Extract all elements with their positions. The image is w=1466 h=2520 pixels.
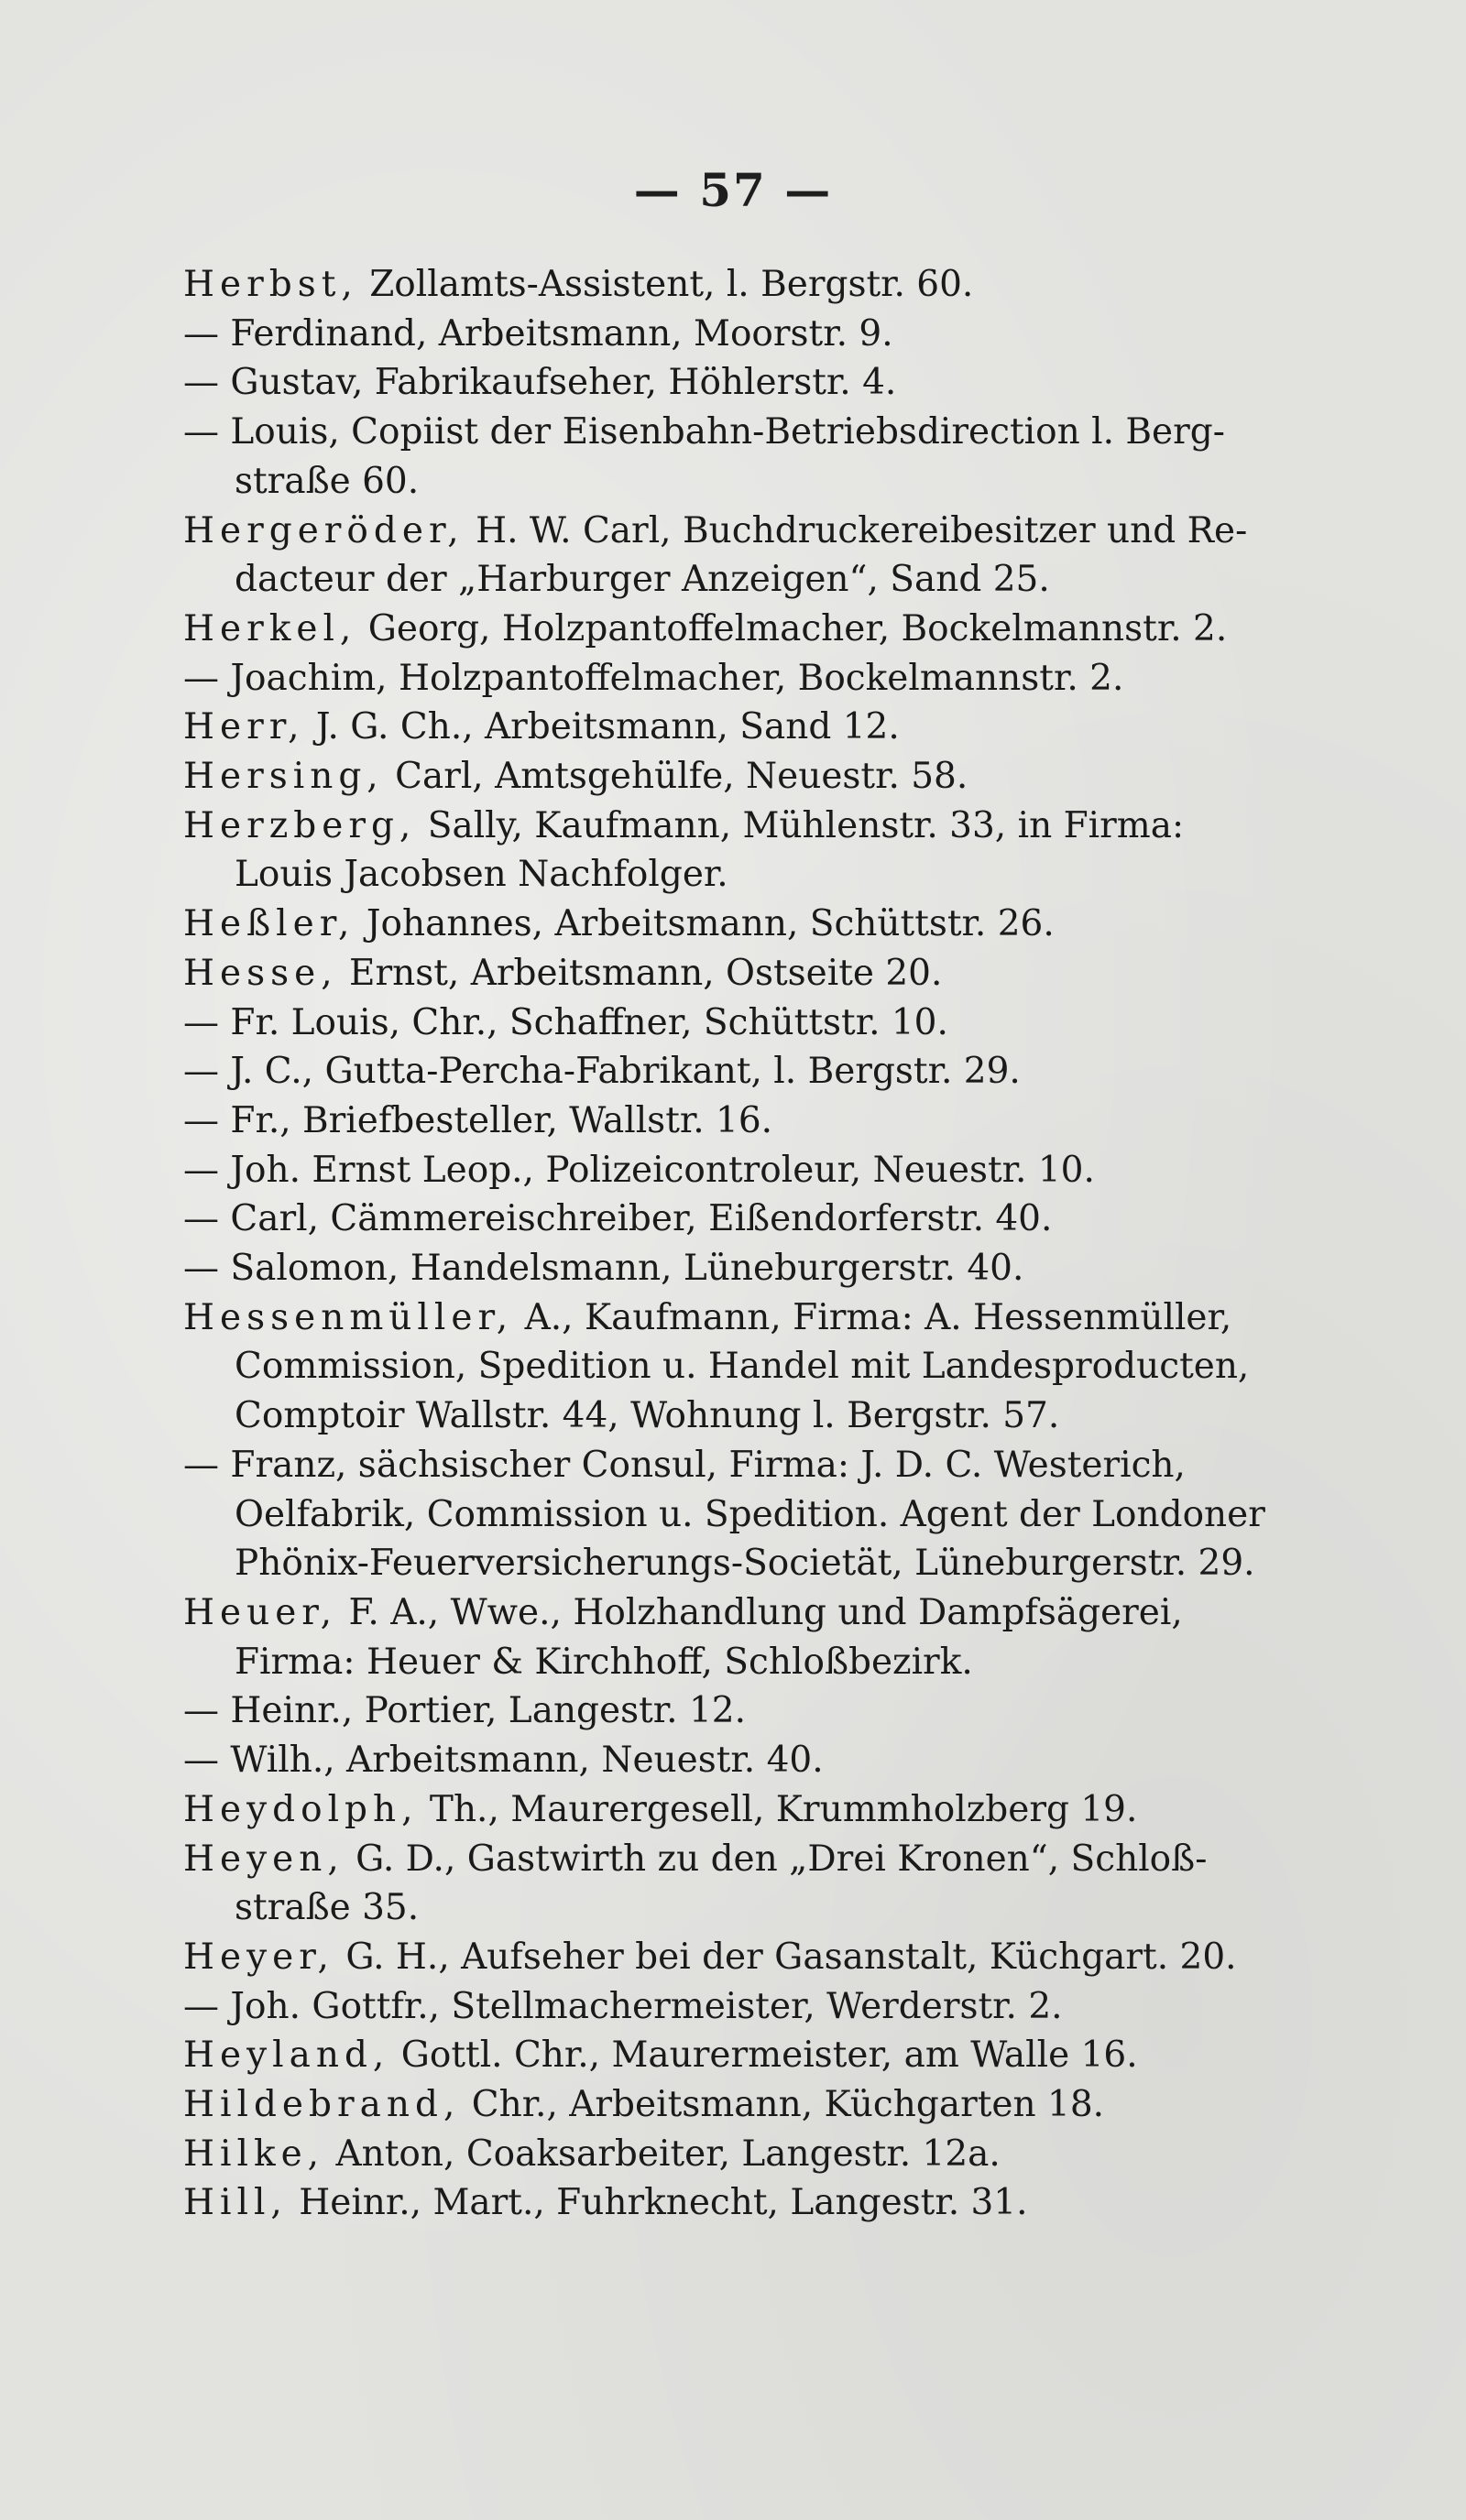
entry-surname: Herkel, xyxy=(183,607,357,649)
page-number: — 57 — xyxy=(633,163,833,217)
entry-continuation-line xyxy=(183,555,1374,605)
directory-entry xyxy=(183,2130,1374,2179)
directory-entry xyxy=(183,2080,1374,2130)
entry-text: Th., Maurergesell, Krummholzberg 19. xyxy=(418,1788,1138,1830)
entry-text: F. A., Wwe., Holzhandlung und Dampfsägerei, xyxy=(337,1591,1183,1633)
entry-continuation-line xyxy=(183,1883,1374,1933)
entry-text: J. G. Ch., Arbeitsmann, Sand 12. xyxy=(304,706,900,748)
entry-text: Carl, Amtsgehülfe, Neuestr. 58. xyxy=(383,756,968,798)
entry-text: Salomon, Handelsmann, Lüneburgerstr. 40. xyxy=(219,1248,1024,1290)
entry-surname: Hill, xyxy=(183,2182,288,2224)
entry-surname: Hilke, xyxy=(183,2133,325,2175)
entry-surname: Herbst, xyxy=(183,264,358,305)
entry-surname: Heßler, xyxy=(183,903,356,945)
entry-text: Joh. Gottfr., Stellmachermeister, Werderstr. 2. xyxy=(219,1985,1063,2027)
directory-entries xyxy=(183,260,1374,2228)
entry-text: Firma: Heuer & Kirchhoff, Schloßbezirk. xyxy=(235,1641,973,1683)
entry-surname: Heyer, xyxy=(183,1936,334,1978)
directory-entry xyxy=(183,703,1374,752)
directory-entry xyxy=(183,358,1374,408)
entry-text: G. D., Gastwirth zu den „Drei Kronen“, Schloß- xyxy=(344,1838,1208,1880)
ditto-dash: — xyxy=(183,411,219,453)
entry-continuation-line xyxy=(183,1539,1374,1588)
entry-text: Ernst, Arbeitsmann, Ostseite 20. xyxy=(337,952,943,994)
directory-entry xyxy=(183,408,1374,457)
entry-surname: Hesse, xyxy=(183,952,338,994)
entry-surname: Heyland, xyxy=(183,2035,390,2077)
entry-surname: Heuer, xyxy=(183,1591,338,1633)
directory-entry xyxy=(183,1244,1374,1293)
directory-entry xyxy=(183,1588,1374,1638)
directory-entry xyxy=(183,507,1374,556)
entry-text: Gustav, Fabrikaufseher, Höhlerstr. 4. xyxy=(219,362,897,404)
entry-text: Gottl. Chr., Maurermeister, am Walle 16. xyxy=(389,2035,1138,2077)
ditto-dash: — xyxy=(183,1740,219,1782)
entry-surname: Hessenmüller, xyxy=(183,1296,514,1338)
directory-entry xyxy=(183,260,1374,310)
entry-text: Anton, Coaksarbeiter, Langestr. 12a. xyxy=(324,2133,1001,2175)
directory-entry xyxy=(183,2178,1374,2228)
directory-entry xyxy=(183,1982,1374,2032)
ditto-dash: — xyxy=(183,1051,219,1093)
directory-entry xyxy=(183,1933,1374,1982)
directory-entry xyxy=(183,2031,1374,2080)
directory-entry xyxy=(183,1096,1374,1146)
directory-entry xyxy=(183,1835,1374,1884)
directory-entry xyxy=(183,1736,1374,1785)
entry-text: Oelfabrik, Commission u. Spedition. Agent der Londoner xyxy=(235,1493,1265,1535)
directory-entry xyxy=(183,1146,1374,1195)
entry-text: Phönix-Feuerversicherungs-Societät, Lüneburgerstr. 29. xyxy=(235,1543,1255,1585)
entry-text: Wilh., Arbeitsmann, Neuestr. 40. xyxy=(219,1740,824,1782)
ditto-dash: — xyxy=(183,362,219,404)
entry-text: Chr., Arbeitsmann, Küchgarten 18. xyxy=(460,2084,1105,2126)
entry-text: Carl, Cämmereischreiber, Eißendorferstr. 40. xyxy=(219,1198,1053,1240)
ditto-dash: — xyxy=(183,1149,219,1191)
entry-text: Zollamts-Assistent, l. Bergstr. 60. xyxy=(357,264,974,305)
entry-text: Sally, Kaufmann, Mühlenstr. 33, in Firma: xyxy=(416,804,1185,846)
entry-text: Johannes, Arbeitsmann, Schüttstr. 26. xyxy=(355,903,1055,945)
directory-entry xyxy=(183,605,1374,654)
entry-text: G. H., Aufseher bei der Gasanstalt, Küchgart. 20. xyxy=(334,1936,1237,1978)
entry-surname: Hergeröder, xyxy=(183,509,465,551)
directory-entry xyxy=(183,1293,1374,1343)
directory-entry xyxy=(183,1785,1374,1835)
ditto-dash: — xyxy=(183,1248,219,1290)
entry-text: Heinr., Portier, Langestr. 12. xyxy=(219,1690,746,1732)
entry-continuation-line xyxy=(183,1490,1374,1540)
entry-text: Louis Jacobsen Nachfolger. xyxy=(235,854,728,896)
ditto-dash: — xyxy=(183,1099,219,1141)
ditto-dash: — xyxy=(183,657,219,699)
entry-text: Franz, sächsischer Consul, Firma: J. D. C. Westerich, xyxy=(219,1444,1186,1486)
entry-continuation-line xyxy=(183,850,1374,900)
entry-continuation-line xyxy=(183,1391,1374,1441)
entry-text: Fr., Briefbesteller, Wallstr. 16. xyxy=(219,1099,773,1141)
entry-continuation-line xyxy=(183,1342,1374,1391)
entry-text: J. C., Gutta-Percha-Fabrikant, l. Bergstr. 29. xyxy=(219,1051,1021,1093)
entry-continuation-line xyxy=(183,457,1374,507)
directory-entry xyxy=(183,1441,1374,1490)
directory-entry xyxy=(183,802,1374,851)
directory-entry xyxy=(183,900,1374,949)
entry-continuation-line xyxy=(183,1638,1374,1687)
directory-entry xyxy=(183,949,1374,998)
entry-surname: Herzberg, xyxy=(183,804,417,846)
entry-surname: Hildebrand, xyxy=(183,2084,461,2126)
directory-entry xyxy=(183,998,1374,1048)
entry-text: dacteur der „Harburger Anzeigen“, Sand 25. xyxy=(235,559,1050,601)
entry-text: Georg, Holzpantoffelmacher, Bockelmannstr. 2. xyxy=(356,607,1228,649)
entry-text: Commission, Spedition u. Handel mit Landesproducten, xyxy=(235,1346,1250,1388)
entry-text: Louis, Copiist der Eisenbahn-Betriebsdirection l. Berg- xyxy=(219,411,1225,453)
entry-text: Fr. Louis, Chr., Schaffner, Schüttstr. 10. xyxy=(219,1001,948,1043)
entry-text: A., Kaufmann, Firma: A. Hessenmüller, xyxy=(513,1296,1232,1338)
entry-surname: Heydolph, xyxy=(183,1788,419,1830)
ditto-dash: — xyxy=(183,1690,219,1732)
entry-text: Ferdinand, Arbeitsmann, Moorstr. 9. xyxy=(219,312,893,355)
entry-text: Heinr., Mart., Fuhrknecht, Langestr. 31. xyxy=(287,2182,1028,2224)
ditto-dash: — xyxy=(183,1001,219,1043)
entry-text: Comptoir Wallstr. 44, Wohnung l. Bergstr. 57. xyxy=(235,1395,1060,1437)
directory-entry xyxy=(183,310,1374,359)
ditto-dash: — xyxy=(183,1444,219,1486)
entry-text: Joachim, Holzpantoffelmacher, Bockelmannstr. 2. xyxy=(219,657,1124,699)
entry-text: Joh. Ernst Leop., Polizeicontroleur, Neuestr. 10. xyxy=(219,1149,1095,1191)
entry-text: straße 60. xyxy=(235,460,420,502)
directory-entry xyxy=(183,752,1374,802)
directory-entry xyxy=(183,1047,1374,1096)
directory-entry xyxy=(183,1686,1374,1736)
directory-entry xyxy=(183,654,1374,704)
entry-surname: Hersing, xyxy=(183,756,384,798)
directory-entry xyxy=(183,1195,1374,1244)
ditto-dash: — xyxy=(183,1198,219,1240)
entry-surname: Herr, xyxy=(183,706,305,748)
entry-text: straße 35. xyxy=(235,1887,420,1929)
entry-text: H. W. Carl, Buchdruckereibesitzer und Re- xyxy=(464,509,1248,551)
ditto-dash: — xyxy=(183,1985,219,2027)
entry-surname: Heyen, xyxy=(183,1838,345,1880)
ditto-dash: — xyxy=(183,312,219,355)
